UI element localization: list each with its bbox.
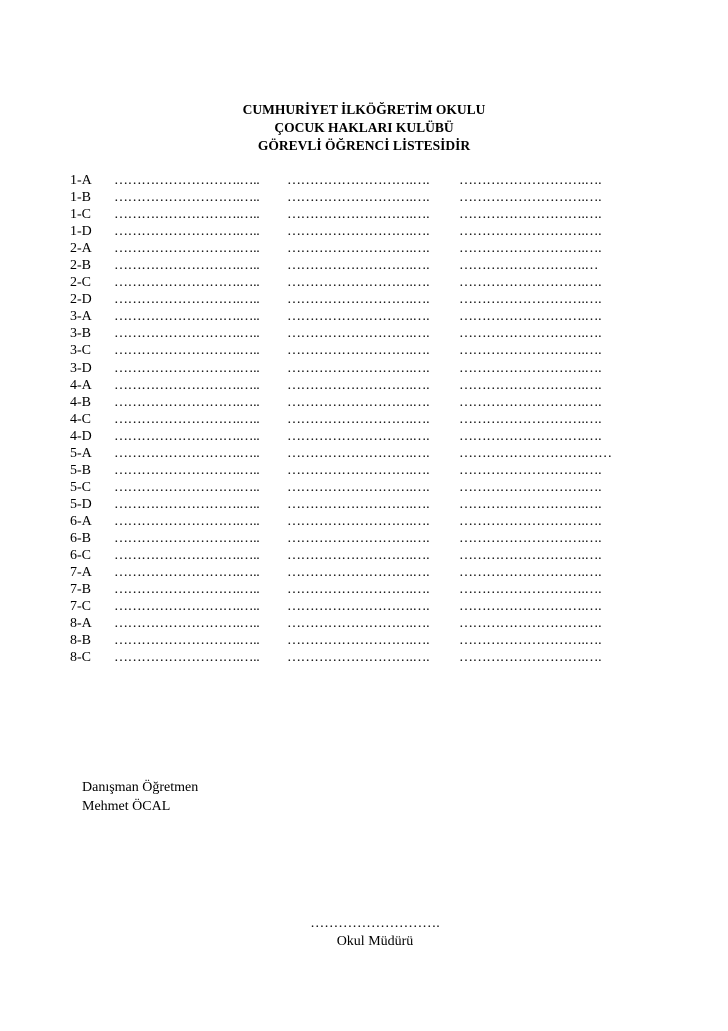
name-blank-3: ……………………….….: [459, 377, 602, 393]
name-blank-1: ……………………….…..: [114, 616, 260, 632]
name-blank-2: ……………………….….: [287, 190, 430, 206]
name-blank-1: ……………………….…..: [114, 599, 260, 615]
class-label: 6-B: [70, 530, 91, 546]
name-blank-1: ……………………….…..: [114, 326, 260, 342]
name-blank-1: ……………………….…..: [114, 411, 260, 427]
document-header: [0, 101, 728, 155]
class-label: 3-D: [70, 360, 92, 376]
name-blank-1: ……………………….…..: [114, 309, 260, 325]
name-blank-3: ……………………….….: [459, 462, 602, 478]
name-blank-1: ……………………….…..: [114, 190, 260, 206]
principal-title: Okul Müdürü: [336, 934, 414, 949]
class-label: 4-D: [70, 428, 92, 444]
name-blank-1: ……………………….…..: [114, 496, 260, 512]
name-blank-3: ……………………….….: [459, 599, 602, 615]
name-blank-2: ……………………….….: [287, 496, 430, 512]
name-blank-3: ……………………….….: [459, 360, 602, 376]
class-label: 7-B: [70, 582, 91, 598]
class-label: 5-B: [70, 462, 91, 478]
class-label: 4-B: [70, 394, 91, 410]
class-label: 8-A: [70, 616, 92, 632]
name-blank-3: ……………………….…: [459, 258, 599, 274]
name-blank-3: ……………………….….: [459, 275, 602, 291]
name-blank-1: ……………………….…..: [114, 462, 260, 478]
name-blank-1: ……………………….…..: [114, 377, 260, 393]
name-blank-3: ……………………….….: [459, 292, 602, 308]
name-blank-1: ……………………….…..: [114, 224, 260, 240]
signature-line: ……………………….: [310, 916, 440, 931]
name-blank-1: ……………………….…..: [114, 445, 260, 461]
class-label: 5-A: [70, 445, 92, 461]
name-blank-2: ……………………….….: [287, 360, 430, 376]
name-blank-2: ……………………….….: [287, 633, 430, 649]
name-blank-3: ……………………….….: [459, 173, 602, 188]
name-blank-2: ……………………….….: [287, 530, 430, 546]
class-label: 1-C: [70, 207, 91, 223]
name-blank-2: ……………………….….: [287, 292, 430, 308]
name-blank-2: ……………………….….: [287, 224, 430, 240]
name-blank-1: ……………………….…..: [114, 207, 260, 223]
class-label: 3-C: [70, 343, 91, 359]
name-blank-3: ……………………….….: [459, 190, 602, 206]
name-blank-3: ……………………….….: [459, 224, 602, 240]
class-label: 8-C: [70, 650, 91, 666]
name-blank-3: ……………………….….: [459, 326, 602, 342]
name-blank-1: ……………………….…..: [114, 241, 260, 257]
name-blank-3: ……………………….….: [459, 394, 602, 410]
name-blank-1: ……………………….…..: [114, 343, 260, 359]
name-blank-1: ……………………….…..: [114, 258, 260, 274]
name-blank-2: ……………………….….: [287, 411, 430, 427]
class-label: 1-B: [70, 190, 91, 206]
name-blank-2: ……………………….….: [287, 326, 430, 342]
name-blank-1: ……………………….…..: [114, 394, 260, 410]
class-label: 4-C: [70, 411, 91, 427]
class-label: 7-C: [70, 599, 91, 615]
list-title: GÖREVLİ ÖĞRENCİ LİSTESİDİR: [257, 138, 471, 153]
class-label: 1-D: [70, 224, 92, 240]
name-blank-1: ……………………….…..: [114, 173, 260, 188]
name-blank-3: ……………………….….: [459, 241, 602, 257]
class-label: 5-D: [70, 496, 92, 512]
name-blank-1: ……………………….…..: [114, 275, 260, 291]
class-label: 2-B: [70, 258, 91, 274]
name-blank-3: ……………………….……: [459, 445, 612, 461]
name-blank-1: ……………………….…..: [114, 582, 260, 598]
class-label: 2-A: [70, 241, 92, 257]
name-blank-2: ……………………….….: [287, 582, 430, 598]
name-blank-1: ……………………….…..: [114, 650, 260, 666]
name-blank-1: ……………………….…..: [114, 633, 260, 649]
name-blank-2: ……………………….….: [287, 428, 430, 444]
name-blank-3: ……………………….….: [459, 479, 602, 495]
class-label: 6-C: [70, 548, 91, 564]
name-blank-1: ……………………….…..: [114, 548, 260, 564]
name-blank-2: ……………………….….: [287, 479, 430, 495]
name-blank-3: ……………………….….: [459, 548, 602, 564]
name-blank-2: ……………………….….: [287, 616, 430, 632]
advisor-name: Mehmet ÖCAL: [82, 799, 171, 814]
name-blank-3: ……………………….….: [459, 428, 602, 444]
name-blank-3: ……………………….….: [459, 513, 602, 529]
name-blank-2: ……………………….….: [287, 377, 430, 393]
name-blank-2: ……………………….….: [287, 599, 430, 615]
name-blank-3: ……………………….….: [459, 496, 602, 512]
advisor-block: [82, 778, 198, 816]
name-blank-3: ……………………….….: [459, 343, 602, 359]
name-blank-2: ……………………….….: [287, 309, 430, 325]
class-label: 1-A: [70, 173, 92, 188]
name-blank-3: ……………………….….: [459, 565, 602, 581]
name-blank-2: ……………………….….: [287, 207, 430, 223]
class-label: 5-C: [70, 479, 91, 495]
name-blank-2: ……………………….….: [287, 650, 430, 666]
name-blank-2: ……………………….….: [287, 548, 430, 564]
name-blank-2: ……………………….….: [287, 343, 430, 359]
club-name: ÇOCUK HAKLARI KULÜBÜ: [274, 120, 454, 135]
name-blank-2: ……………………….….: [287, 275, 430, 291]
class-label: 7-A: [70, 565, 92, 581]
name-blank-2: ……………………….….: [287, 258, 430, 274]
name-blank-3: ……………………….….: [459, 616, 602, 632]
name-blank-2: ……………………….….: [287, 513, 430, 529]
name-blank-1: ……………………….…..: [114, 479, 260, 495]
class-label: 3-B: [70, 326, 91, 342]
name-blank-2: ……………………….….: [287, 445, 430, 461]
name-blank-3: ……………………….….: [459, 309, 602, 325]
name-blank-3: ……………………….….: [459, 650, 602, 666]
name-blank-1: ……………………….…..: [114, 513, 260, 529]
principal-signature-block: [300, 915, 450, 951]
class-label: 2-C: [70, 275, 91, 291]
class-label: 2-D: [70, 292, 92, 308]
name-blank-3: ……………………….….: [459, 633, 602, 649]
name-blank-1: ……………………….…..: [114, 360, 260, 376]
name-blank-2: ……………………….….: [287, 462, 430, 478]
class-label: 6-A: [70, 513, 92, 529]
name-blank-3: ……………………….….: [459, 582, 602, 598]
name-blank-3: ……………………….….: [459, 530, 602, 546]
class-label: 3-A: [70, 309, 92, 325]
name-blank-3: ……………………….….: [459, 207, 602, 223]
school-name: CUMHURİYET İLKÖĞRETİM OKULU: [242, 102, 486, 117]
name-blank-1: ……………………….…..: [114, 292, 260, 308]
name-blank-2: ……………………….….: [287, 565, 430, 581]
name-blank-1: ……………………….…..: [114, 428, 260, 444]
class-label: 8-B: [70, 633, 91, 649]
name-blank-1: ……………………….…..: [114, 530, 260, 546]
name-blank-2: ……………………….….: [287, 241, 430, 257]
name-blank-2: ……………………….….: [287, 394, 430, 410]
name-blank-3: ……………………….….: [459, 411, 602, 427]
name-blank-2: ……………………….….: [287, 173, 430, 188]
name-blank-1: ……………………….…..: [114, 565, 260, 581]
advisor-title: Danışman Öğretmen: [82, 780, 199, 795]
class-label: 4-A: [70, 377, 92, 393]
